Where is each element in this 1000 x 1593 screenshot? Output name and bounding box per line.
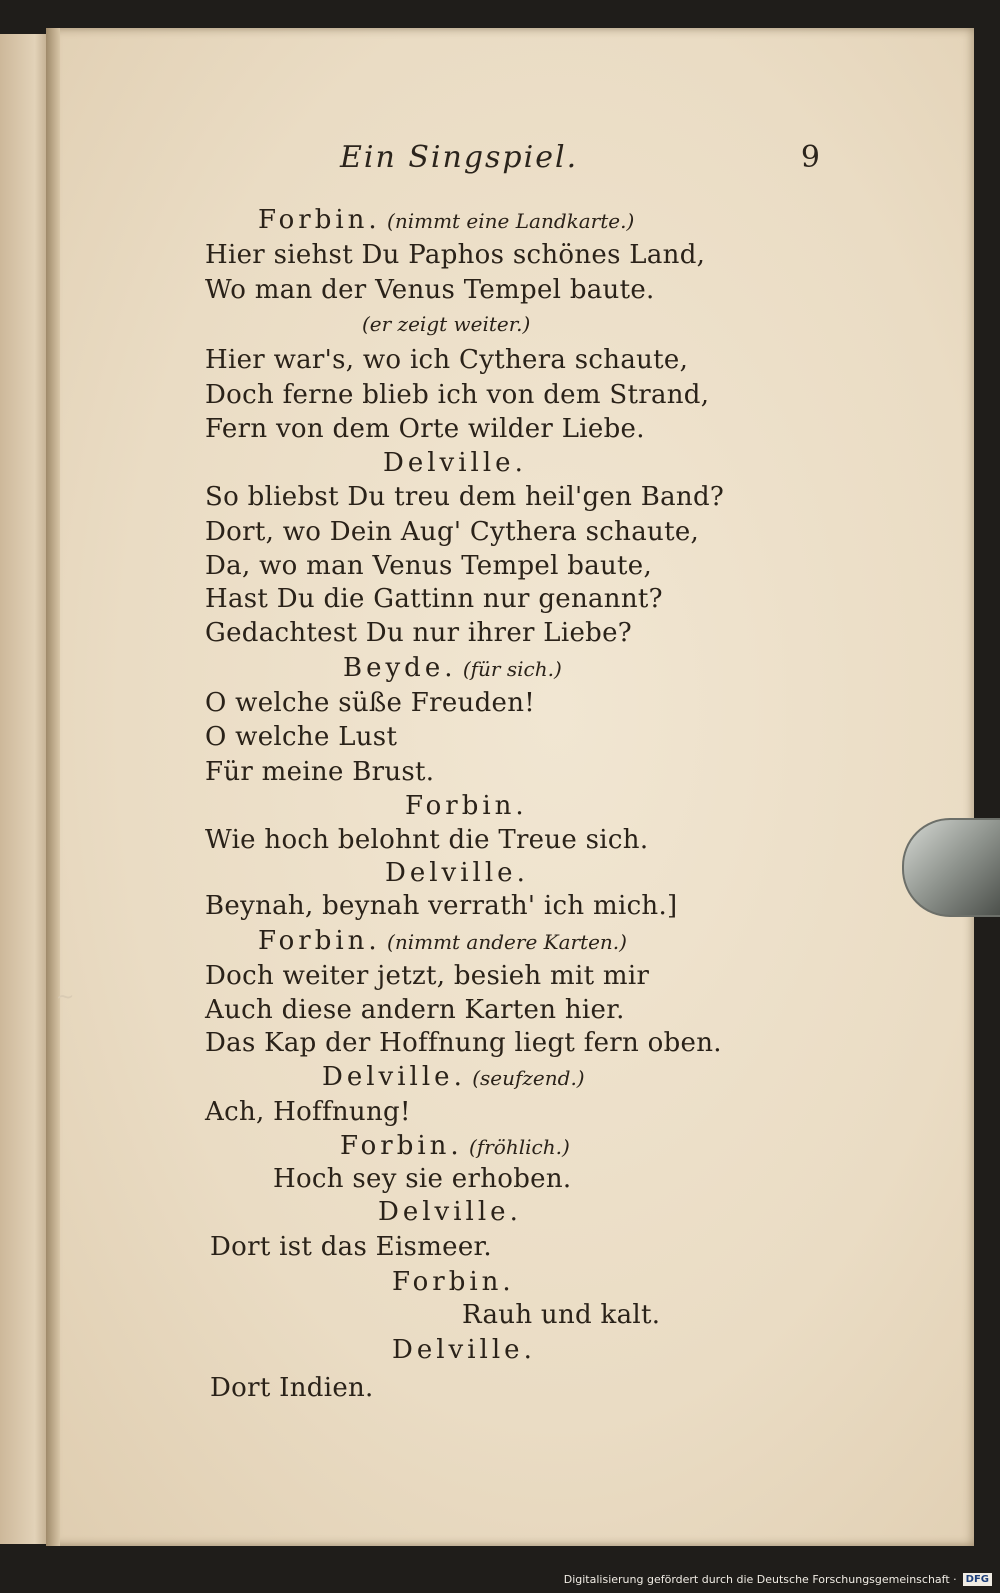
verse-line bbox=[205, 995, 625, 1025]
digitization-credit bbox=[564, 1569, 992, 1589]
stage-direction: (er zeigt weiter.) bbox=[362, 312, 531, 336]
speaker-line bbox=[405, 791, 528, 821]
stage-direction: (nimmt andere Karten.) bbox=[380, 930, 627, 954]
verse-text: Wo man der Venus Tempel baute. bbox=[205, 275, 655, 305]
verse-text: Auch diese andern Karten hier. bbox=[205, 995, 625, 1025]
speaker-name: Forbin. bbox=[405, 791, 528, 821]
dfg-logo: DFG bbox=[963, 1573, 992, 1586]
speaker-line bbox=[392, 1335, 536, 1365]
speaker-name: Delville. bbox=[378, 1197, 522, 1227]
verse-text: Dort Indien. bbox=[210, 1373, 374, 1403]
verse-text: Doch ferne blieb ich von dem Strand, bbox=[205, 380, 710, 410]
speaker-name: Delville. bbox=[322, 1062, 466, 1092]
verse-text: Da, wo man Venus Tempel baute, bbox=[205, 551, 653, 581]
speaker-name: Forbin. bbox=[258, 205, 381, 235]
verse-text: Für meine Brust. bbox=[205, 757, 435, 787]
speaker-line bbox=[383, 448, 527, 478]
page-number: 9 bbox=[800, 140, 820, 175]
verse-line bbox=[205, 414, 645, 444]
verse-text: Ach, Hoffnung! bbox=[205, 1097, 411, 1127]
verse-line bbox=[205, 1028, 722, 1058]
verse-text: Wie hoch belohnt die Treue sich. bbox=[205, 825, 649, 855]
verse-text: Doch weiter jetzt, besieh mit mir bbox=[205, 961, 650, 991]
verse-text: Fern von dem Orte wilder Liebe. bbox=[205, 414, 645, 444]
verse-line bbox=[205, 275, 655, 305]
speaker-line bbox=[392, 1267, 515, 1297]
speaker-name: Forbin. bbox=[258, 926, 381, 956]
verse-text: Hier war's, wo ich Cythera schaute, bbox=[205, 345, 689, 375]
speaker-name: Forbin. bbox=[340, 1131, 463, 1161]
verse-text: O welche süße Freuden! bbox=[205, 688, 536, 718]
verse-line bbox=[205, 345, 688, 375]
verse-line bbox=[205, 482, 724, 512]
verse-line bbox=[205, 618, 632, 648]
speaker-line bbox=[378, 1197, 522, 1227]
verse-line bbox=[205, 688, 535, 718]
verse-text: Gedachtest Du nur ihrer Liebe? bbox=[205, 618, 633, 648]
binding-thread: ~ bbox=[56, 985, 75, 1010]
verse-text: Hoch sey sie erhoben. bbox=[273, 1164, 572, 1194]
verse-text: So bliebst Du treu dem heil'gen Band? bbox=[205, 482, 725, 512]
stage-line bbox=[362, 308, 530, 338]
speaker-name: Delville. bbox=[392, 1335, 536, 1365]
verse-text: Hast Du die Gattinn nur genannt? bbox=[205, 584, 663, 614]
verse-text: Dort, wo Dein Aug' Cythera schaute, bbox=[205, 517, 700, 547]
speaker-line bbox=[340, 1131, 570, 1161]
verse-line bbox=[210, 1232, 492, 1262]
speaker-name: Delville. bbox=[385, 858, 529, 888]
verse-line bbox=[205, 380, 709, 410]
verse-text: Das Kap der Hoffnung liegt fern oben. bbox=[205, 1028, 722, 1058]
verse-line bbox=[205, 757, 434, 787]
stage-direction: (fröhlich.) bbox=[462, 1135, 570, 1159]
verse-line bbox=[205, 1097, 411, 1127]
verse-line bbox=[205, 517, 699, 547]
running-title: Ein Singspiel. bbox=[340, 140, 579, 175]
speaker-name: Beyde. bbox=[343, 653, 457, 683]
speaker-line bbox=[258, 926, 627, 956]
stage-direction: (nimmt eine Landkarte.) bbox=[380, 209, 635, 233]
verse-text: O welche Lust bbox=[205, 722, 398, 752]
verse-line bbox=[205, 825, 648, 855]
verse-text: Hier siehst Du Paphos schönes Land, bbox=[205, 240, 706, 270]
verse-line bbox=[210, 1373, 374, 1403]
credit-text: Digitalisierung gefördert durch die Deutsche Forschungsgemeinschaft · bbox=[563, 1572, 957, 1586]
stage-direction: (für sich.) bbox=[456, 657, 562, 681]
verse-line bbox=[205, 722, 397, 752]
speaker-line bbox=[385, 858, 529, 888]
stage-direction: (seufzend.) bbox=[465, 1066, 585, 1090]
verse-line bbox=[205, 551, 652, 581]
verse-line bbox=[462, 1300, 660, 1330]
verse-line bbox=[205, 961, 649, 991]
verse-text: Rauh und kalt. bbox=[462, 1300, 661, 1330]
verse-line bbox=[205, 584, 663, 614]
speaker-line bbox=[258, 205, 634, 235]
verse-line bbox=[273, 1164, 571, 1194]
verse-line bbox=[205, 240, 705, 270]
speaker-name: Delville. bbox=[383, 448, 527, 478]
speaker-line bbox=[322, 1062, 585, 1092]
verse-text: Beynah, beynah verrath' ich mich.] bbox=[205, 891, 678, 921]
verse-line bbox=[205, 891, 678, 921]
speaker-line bbox=[343, 653, 562, 683]
verse-text: Dort ist das Eismeer. bbox=[210, 1232, 492, 1262]
speaker-name: Forbin. bbox=[392, 1267, 515, 1297]
